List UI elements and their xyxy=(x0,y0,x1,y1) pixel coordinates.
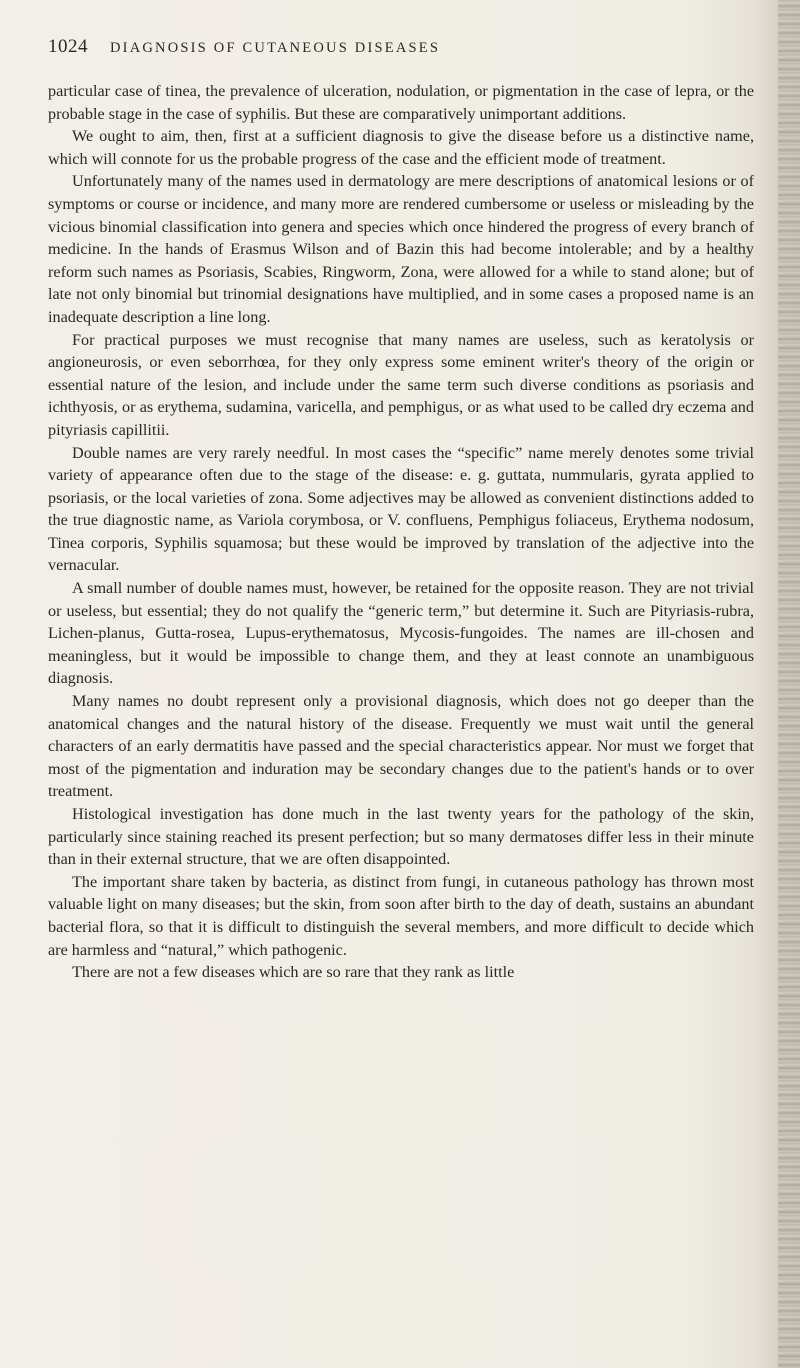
body-text xyxy=(48,80,754,984)
running-head: DIAGNOSIS OF CUTANEOUS DISEASES xyxy=(110,40,441,56)
page-edge-shadow xyxy=(778,0,800,1368)
paragraph: There are not a few diseases which are so rare that they rank as little xyxy=(72,963,515,982)
paragraph: Many names no doubt represent only a provisional diagnosis, which does not go deeper than the anatomical changes and the natural history of the disease. Frequently we must wait until the general characters of an early dermatitis have passed and the special characteristics appear. Nor must we forget that most of the pigmentation and induration may be secondary changes due to the patient's hands or to over treatment. xyxy=(48,692,754,801)
paragraph: For practical purposes we must recognise that many names are useless, such as keratolysis or angioneurosis, or even seborrhœa, for they only express some eminent writer's theory of the origin or essential nature of the lesion, and include under the same term such diverse conditions as psoriasis and ichthyosis, or as erythema, sudamina, varicella, and pemphigus, or as what used to be called dry eczema and pityriasis capillitii. xyxy=(48,330,754,439)
paragraph: We ought to aim, then, first at a sufficient diagnosis to give the disease before us a distinctive name, which will connote for us the probable progress of the case and the efficient mode of treatment. xyxy=(48,127,754,168)
page-header xyxy=(48,36,748,66)
paragraph: Histological investigation has done much in the last twenty years for the pathology of the skin, particularly since staining reached its present perfection; but so many dermatoses differ less in their minute than in their external structure, that we are often disappointed. xyxy=(48,805,754,869)
paragraph: particular case of tinea, the prevalence of ulceration, nodulation, or pigmentation in the case of lepra, or the probable stage in the case of syphilis. But these are comparatively unimportant additions. xyxy=(48,82,754,123)
paragraph: Double names are very rarely needful. In most cases the “specific” name merely denotes some trivial variety of appearance often due to the stage of the disease: e. g. guttata, nummularis, gyrata applied to psoriasis, or the local varieties of zona. Some adjectives may be allowed as convenient distinctions added to the true diagnostic name, as Variola corymbosa, or V. confluens, Pemphigus foliaceus, Erythema nodosum, Tinea corporis, Syphilis squamosa; but these would be improved by translation of the adjective into the vernacular. xyxy=(48,443,754,575)
paragraph: A small number of double names must, however, be retained for the opposite reason. They are not trivial or useless, but essential; they do not qualify the “generic term,” but determine it. Such are Pityriasis-rubra, Lichen-planus, Gutta-rosea, Lupus-erythematosus, Mycosis-fungoides. The names are ill-chosen and meaningless, but it would be impossible to change them, and they at least connote an unambiguous diagnosis. xyxy=(48,579,754,688)
page-number: 1024 xyxy=(48,36,88,57)
paragraph: The important share taken by bacteria, as distinct from fungi, in cutaneous pathology has thrown most valuable light on many diseases; but the skin, from soon after birth to the day of death, sustains an abundant bacterial flora, so that it is difficult to distinguish the several members, and more difficult to decide which are harmless and “natural,” which pathogenic. xyxy=(48,872,754,959)
paragraph: Unfortunately many of the names used in dermatology are mere descriptions of anatomical lesions or of symptoms or course or incidence, and many more are rendered cumbersome or useless or misleading by the vicious binomial classification into genera and species which once hindered the progress of every branch of medicine. In the hands of Erasmus Wilson and of Bazin this had become intolerable; and by a healthy reform such names as Psoriasis, Scabies, Ringworm, Zona, were allowed for a while to stand alone; but of late not only binomial but trinomial designations have multiplied, and in some cases a proposed name is an inadequate description a line long. xyxy=(48,172,754,326)
